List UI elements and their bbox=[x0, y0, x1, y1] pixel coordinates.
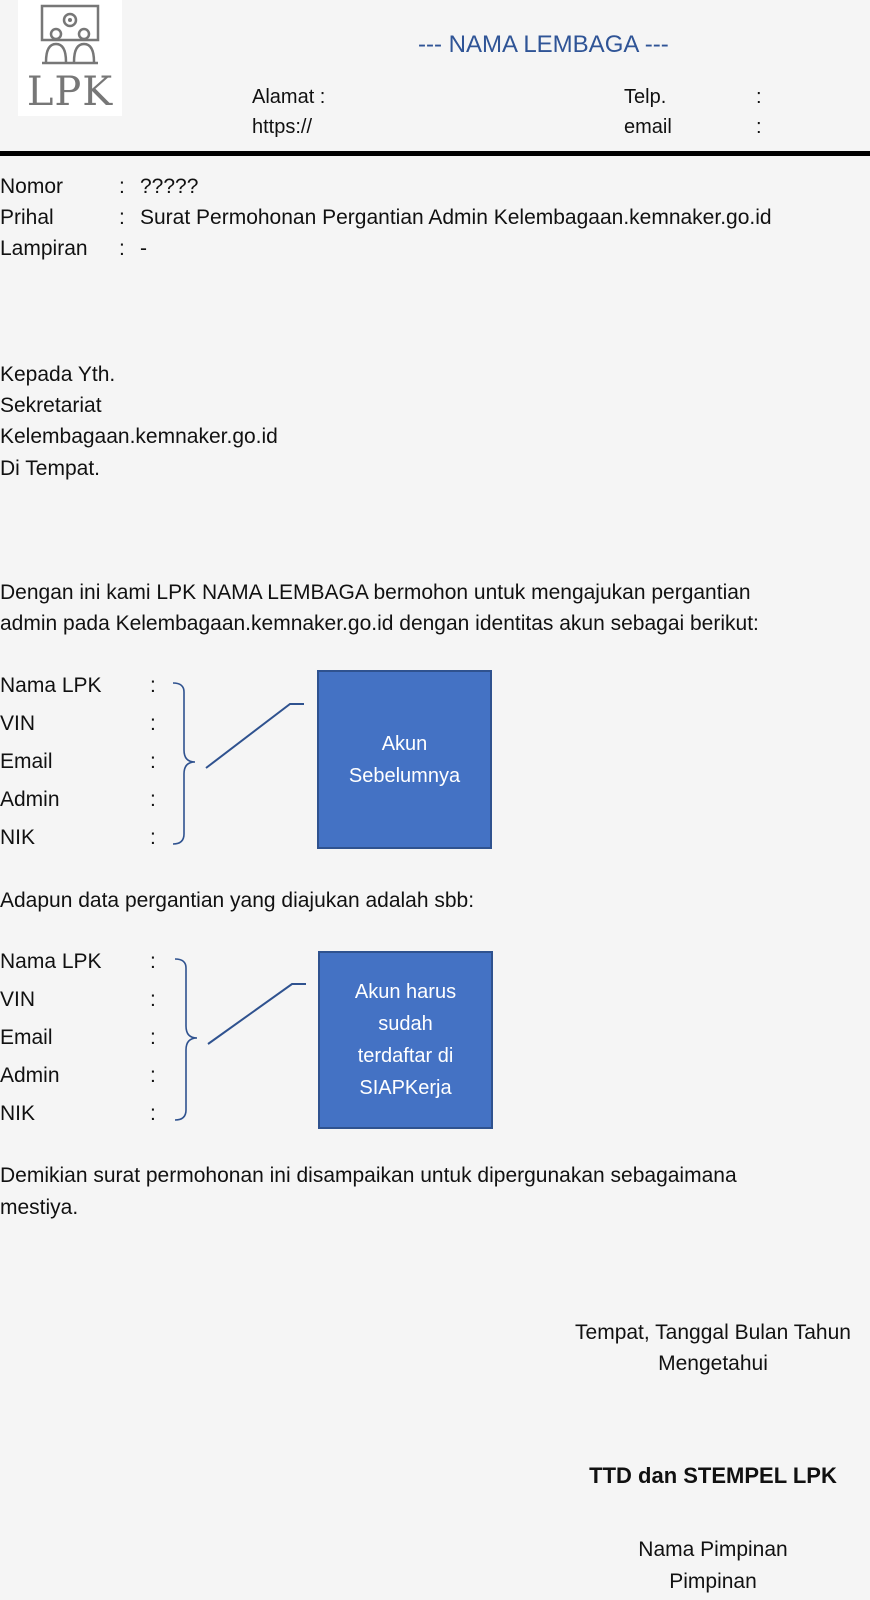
field-colon: : bbox=[150, 788, 156, 811]
prihal-value: Surat Permohonan Pergantian Admin Kelembagaan.kemnaker.go.id bbox=[140, 206, 772, 229]
lampiran-value: - bbox=[140, 237, 147, 260]
previous-account-label: Akun Sebelumnya bbox=[348, 732, 461, 787]
signature-stamp: TTD dan STEMPEL LPK bbox=[589, 1463, 837, 1488]
leader-name: Nama Pimpinan bbox=[638, 1538, 788, 1561]
acknowledged: Mengetahui bbox=[658, 1352, 768, 1375]
field-email: Email bbox=[0, 1026, 53, 1049]
field-email: Email bbox=[0, 750, 53, 773]
intro-line: admin pada Kelembagaan.kemnaker.go.id dengan identitas akun sebagai berikut: bbox=[0, 612, 759, 635]
place-date: Tempat, Tanggal Bulan Tahun bbox=[575, 1321, 851, 1344]
field-nama-lpk: Nama LPK bbox=[0, 674, 102, 697]
new-account-box bbox=[318, 951, 493, 1129]
field-vin: VIN bbox=[0, 712, 36, 735]
field-colon: : bbox=[150, 826, 156, 849]
field-nama-lpk: Nama LPK bbox=[0, 950, 102, 973]
field-admin: Admin bbox=[0, 788, 60, 811]
recipient-line: Di Tempat. bbox=[0, 457, 100, 480]
recipient-line: Sekretariat bbox=[0, 394, 102, 417]
prihal-colon: : bbox=[119, 206, 125, 229]
org-name: --- NAMA LEMBAGA --- bbox=[418, 31, 669, 58]
prihal-label: Prihal bbox=[0, 206, 54, 229]
brace-callout-1 bbox=[170, 680, 310, 850]
header-divider bbox=[0, 151, 870, 156]
telp-colon: : bbox=[756, 86, 762, 108]
field-colon: : bbox=[150, 674, 156, 697]
field-colon: : bbox=[150, 1026, 156, 1049]
field-vin: VIN bbox=[0, 988, 36, 1011]
field-colon: : bbox=[150, 712, 156, 735]
nomor-colon: : bbox=[119, 175, 125, 198]
field-nik: NIK bbox=[0, 1102, 36, 1125]
website-label: https:// bbox=[252, 116, 313, 138]
telp-label: Telp. bbox=[624, 86, 667, 108]
lampiran-label: Lampiran bbox=[0, 237, 88, 260]
lampiran-colon: : bbox=[119, 237, 125, 260]
leader-title: Pimpinan bbox=[669, 1570, 757, 1593]
field-nik: NIK bbox=[0, 826, 36, 849]
email-colon: : bbox=[756, 116, 762, 138]
intro-line: Dengan ini kami LPK NAMA LEMBAGA bermohon untuk mengajukan pergantian bbox=[0, 581, 751, 604]
field-admin: Admin bbox=[0, 1064, 60, 1087]
closing-line: mestiya. bbox=[0, 1196, 79, 1219]
trainer-icon bbox=[40, 4, 100, 66]
field-colon: : bbox=[150, 950, 156, 973]
nomor-label: Nomor bbox=[0, 175, 64, 198]
brace-callout-2 bbox=[172, 956, 312, 1126]
alamat-label: Alamat : bbox=[252, 86, 326, 108]
mid-text: Adapun data pergantian yang diajukan adalah sbb: bbox=[0, 889, 475, 912]
recipient-line: Kepada Yth. bbox=[0, 363, 116, 386]
field-colon: : bbox=[150, 988, 156, 1011]
logo-text: LPK bbox=[26, 69, 114, 115]
recipient-line: Kelembagaan.kemnaker.go.id bbox=[0, 425, 278, 448]
email-label: email bbox=[624, 116, 672, 138]
field-colon: : bbox=[150, 1064, 156, 1087]
field-colon: : bbox=[150, 750, 156, 773]
nomor-value: ????? bbox=[140, 175, 199, 198]
new-account-label: Akun harus sudah terdaftar di SIAPKerja bbox=[354, 981, 457, 1099]
field-colon: : bbox=[150, 1102, 156, 1125]
previous-account-box bbox=[317, 670, 492, 849]
lpk-logo bbox=[18, 0, 122, 116]
closing-line: Demikian surat permohonan ini disampaikan untuk dipergunakan sebagaimana bbox=[0, 1164, 737, 1187]
